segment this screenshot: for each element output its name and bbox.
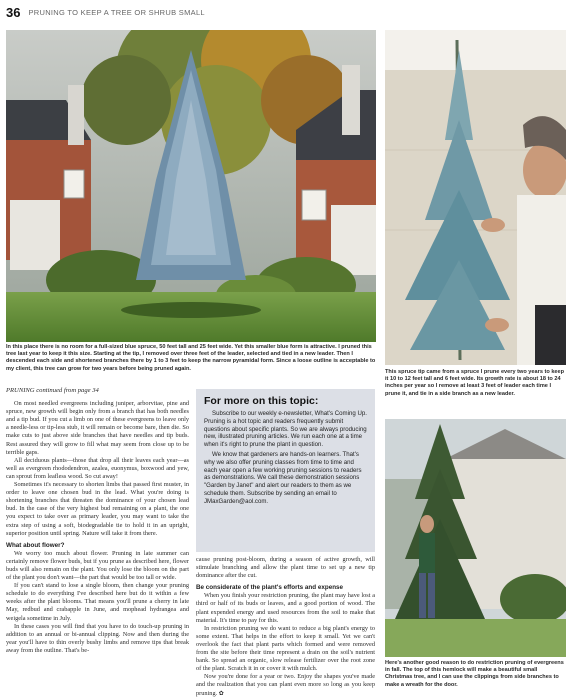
body-paragraph: cause pruning post-bloom, during a season of active growth, will stimulate branching and allow the plant time to set up a new tip dominance after the cut. [196,556,375,580]
body-paragraph: When you finish your restriction pruning, the plant may have lost a third or half of its buds or leaves, and a good portion of wood. The plant expended energy and used resources from the soil to make that material. It's time to pay for this. [196,592,375,624]
hemlock-caption: Here's another good reason to do restriction pruning of evergreens in fall. The top of this hemlock will make a beautiful small Christmas tree, and I can use the clippings from side branches to make a wreath for the door. [385,660,564,688]
sidebar-title: For more on this topic: [204,395,319,407]
spruce-tip-caption: This spruce tip came from a spruce I prune every two years to keep it 10 to 12 feet tall and 6 feet wide. Its growth rate is about 18 to 24 inches per year so I remove at least 3 feet of leader each time I prune it, and tie in a side branch as a new leader. [385,369,565,397]
body-paragraph: We worry too much about flower. Pruning in late summer can certainly remove flower buds, but if you prune as described here, flower buds will also remain on the plant. You only lose the bloom on the part of the plant you don't want—the part that would be too tall or wide. [6,549,189,582]
sidebar-paragraph: Subscribe to our weekly e-newsletter, What's Coming Up. Pruning is a hot topic and readers frequently submit questions about specific plants. So we are always producing new, illustrated pruning articles. We run each one at a time when it's right to prune the plant in question. [204,410,367,449]
body-paragraph: In restriction pruning we do want to reduce a big plant's energy to some extent. That helps in the effort to keep it small. Yet we can't overlook the fact that plant parts which formed and were removed from the site before their time represent a drain on the soil's nutrient bank. So spread an organic, slow release fertilizer over the root zone of the plant. Scratch it in or cover it with mulch. [196,624,375,673]
body-paragraph: In these cases you will find that you have to do touch-up pruning in addition to an annual or bi-annual clipping. Now and then during the year you'll have to thin overly bushy limbs and remove tips that break away from the outline. That's be- [6,622,189,654]
page-number: 36 [6,4,21,20]
subhead-considerate: Be considerate of the plant's efforts and expense [196,584,344,592]
body-paragraph: Sometimes it's necessary to shorten limbs that passed first muster, in order to leave one chosen bud in the lead. What you're doing is shortening branches that threaten the dominance of your chosen lead bud. In the case of the very highest bud remaining on a plant, the one you expect to take over as primary leader, you may want to take the extra step of using a soft, biodegradable tie to hold it in an upright, superior position until spring. Nature will take it from there. [6,481,189,537]
hemlock-photo [385,419,566,657]
end-mark-icon: ✿ [218,690,224,697]
running-head: PRUNING TO KEEP A TREE OR SHRUB SMALL [28,7,205,17]
article-column-1 [6,387,189,655]
body-paragraph [196,673,375,697]
subhead-flower: What about flower? [6,541,65,549]
spruce-tip-photo [385,30,566,365]
blue-spruce-photo [6,30,376,342]
body-paragraph: All deciduous plants—those that drop all their leaves each year—as well as evergreen rhododendron, azalea, euonymus, boxwood and yew, can sprout from leafless wood. So cut away! [6,456,189,480]
more-on-topic-sidebar [196,389,375,552]
body-paragraph: On most needled evergreens including juniper, arborvitae, pine and spruce, new growth will begin only from a branch that has both needles and a tip bud. If you cut a limb on one of these evergreens to leave only a needle-less or tip-less stub, it will remain or become bare, then die. So make cuts to just above side branches that have needles and tip buds. Rest assured they will grow to fill what may seem from close up to be terrible gaps. [6,400,189,456]
body-paragraph: If you can't stand to lose a single bloom, then change your pruning schedule to do everything I've described here but do it within a few weeks after the plant blooms. That means you'll prune a cherry in late May, redbud and crabapple in June, and mophead hydrangea and weigela sometime in July. [6,582,189,622]
main-photo-caption: In this place there is no room for a full-sized blue spruce, 50 feet tall and 25 feet wide. Yet this smaller blue form is attractive. I pruned this tree last year to keep it this size. Starting at the tip, I removed over three feet of the leader, selected and tied in a new leader. Then I descended each side and shortened branches there by 1 to 3 feet to keep the narrow pyramidal form. Since a loose outline is acceptable to my client, this tree can grow for two years before being pruned again. [6,344,376,372]
article-column-2 [196,556,375,697]
final-paragraph-text: Now you're done for a year or two. Enjoy the shapes you've made and the realization that you can plant even more so long as you keep pruning. [196,673,375,697]
page-header [6,3,566,21]
continued-line: PRUNING continued from page 34 [6,387,99,394]
sidebar-paragraph: We know that gardeners are hands-on learners. That's why we also offer pruning classes from time to time and each year open a few working pruning sessions to readers as demonstrations. We call these demonstration sessions "Garden by Janet" and alert our readers to them as we schedule them. Subscribe by sending an email to JMaxGarden@aol.com. [204,450,362,505]
